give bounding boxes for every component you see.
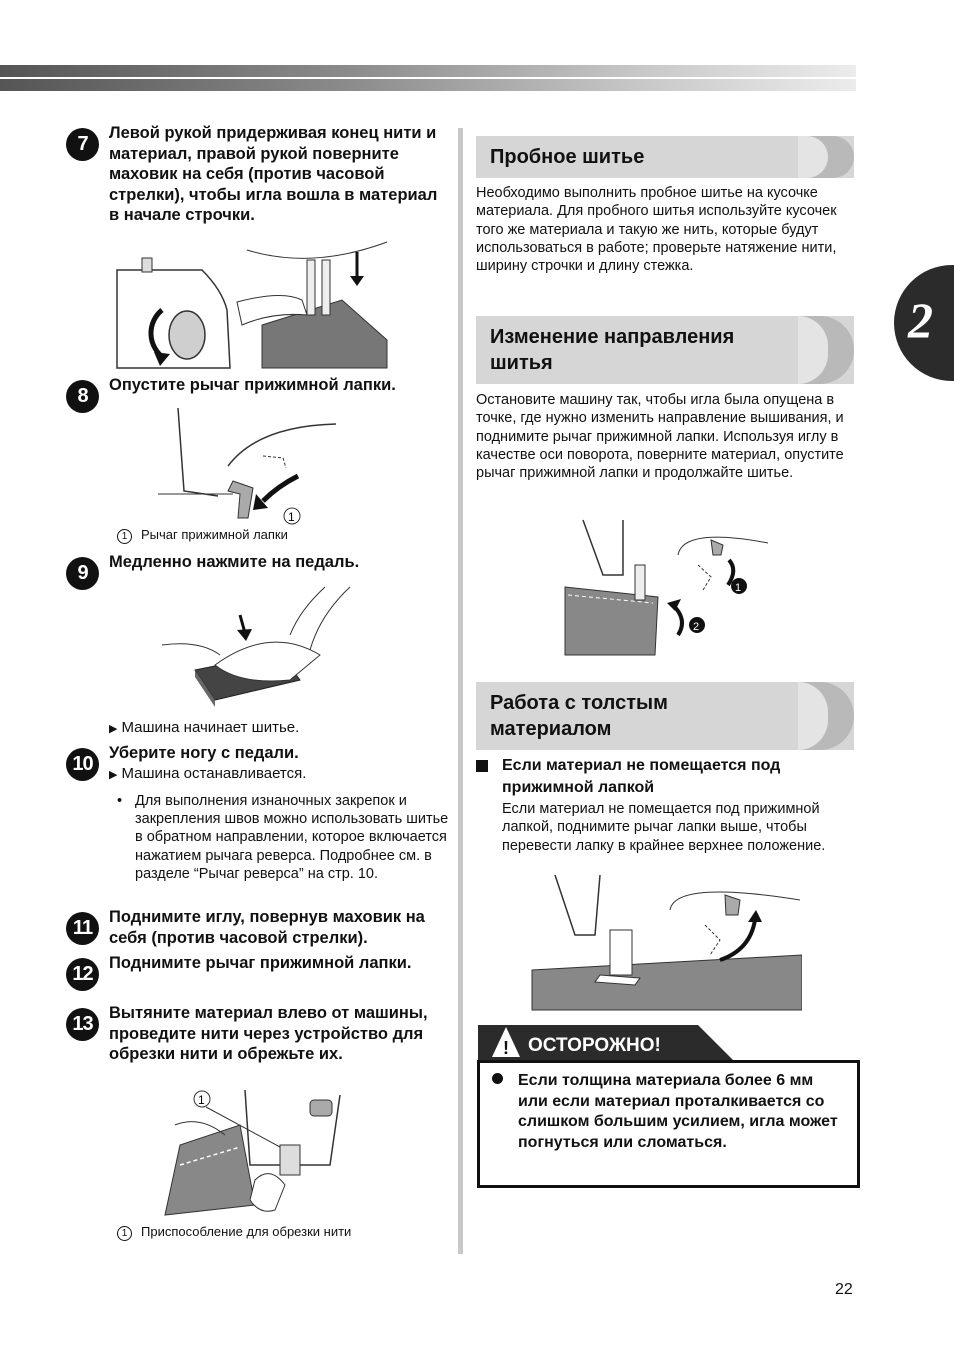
marker-2: 2 bbox=[693, 621, 700, 633]
section-body: Необходимо выполнить пробное шитье на кусочке материала. Для пробного шитья используйте кусочек того же материала и такую же нить, которые будут использоваться в работе; проверьте натяжение нити, ширину строчки и длину стежка. bbox=[476, 185, 837, 275]
step-text: Опустите рычаг прижимной лапки. bbox=[109, 376, 396, 394]
section-body: Остановите машину так, чтобы игла была опущена в точке, где нужно изменить направление вышивания, и поднимите рычаг прижимной лапки. Используя иглу в качестве оси поворота, поверните материал, опустите рычаг прижимной лапки и продолжайте шитье. bbox=[476, 392, 844, 482]
chapter-number: 2 bbox=[908, 292, 933, 348]
svg-text:1: 1 bbox=[288, 510, 295, 524]
section-heading-test-sewing bbox=[476, 136, 854, 178]
note-text: Для выполнения изнаночных закрепок и закрепления швов можно использовать шитье в обратном направлении, которое включается нажатием рычага реверса. Подробнее см. в разделе “Рычаг реверса” на стр. 10. bbox=[135, 793, 449, 882]
top-decorative-bar bbox=[0, 65, 856, 91]
step-text: Вытяните материал влево от машины, проведите нити через устройство для обрезки нити и обрежьте их. bbox=[109, 1004, 428, 1063]
step-number: 8 bbox=[66, 380, 99, 413]
step-text: Уберите ногу с педали. bbox=[109, 744, 299, 762]
marker-1: 1 bbox=[735, 582, 742, 594]
note-bullet: • bbox=[117, 793, 123, 809]
section-title: Изменение направления шитья bbox=[490, 326, 735, 374]
step-text: Поднимите иглу, повернув маховик на себя (против часовой стрелки). bbox=[109, 908, 425, 947]
caption-thread-cutter bbox=[117, 1224, 351, 1241]
caption-presser-lever bbox=[117, 527, 288, 544]
caption-marker: 1 bbox=[117, 1226, 132, 1241]
step-10-result: ▶ Машина останавливается. bbox=[109, 764, 306, 785]
handwheel-illustration bbox=[112, 240, 392, 370]
step-number: 9 bbox=[66, 557, 99, 590]
step-number: 12 bbox=[66, 958, 99, 991]
raise-lever-illustration bbox=[530, 870, 802, 1012]
warning-tab bbox=[478, 1025, 734, 1061]
step-text: Левой рукой придерживая конец нити и материал, правой рукой поверните маховик на себя (против часовой стрелки), чтобы игла вошла в материал в начале строчки. bbox=[109, 124, 438, 224]
section-body: Если материал не помещается под прижимной лапкой, поднимите рычаг лапки выше, чтобы перевести лапку в крайнее верхнее положение. bbox=[502, 801, 826, 854]
caption-text: Рычаг прижимной лапки bbox=[141, 527, 288, 542]
section-heading-thick-material bbox=[476, 682, 854, 750]
subheading-text: Если материал не помещается под прижимной лапкой bbox=[502, 757, 781, 796]
section-heading-change-direction bbox=[476, 316, 854, 384]
warning-text: Если толщина материала более 6 мм или если материал проталкивается со слишком большим усилием, игла может погнуться или сломаться. bbox=[518, 1072, 838, 1151]
page-number: 22 bbox=[835, 1281, 853, 1298]
section-title: Пробное шитье bbox=[490, 146, 645, 168]
chapter-tab bbox=[894, 265, 954, 381]
warning-label: ОСТОРОЖНО! bbox=[528, 1035, 661, 1056]
thread-cutter-illustration bbox=[160, 1085, 350, 1220]
step-text: Поднимите рычаг прижимной лапки. bbox=[109, 954, 412, 972]
caption-text: Приспособление для обрезки нити bbox=[141, 1224, 352, 1239]
presser-lever-illustration bbox=[158, 406, 338, 526]
step-number: 11 bbox=[66, 912, 99, 945]
step-9-result: ▶ Машина начинает шитье. bbox=[109, 718, 299, 739]
warning-icon: ! bbox=[503, 1038, 509, 1058]
step-number: 13 bbox=[66, 1008, 99, 1041]
column-divider bbox=[458, 128, 463, 1254]
step-number: 7 bbox=[66, 128, 99, 161]
svg-text:1: 1 bbox=[198, 1093, 205, 1107]
pivot-illustration bbox=[563, 515, 773, 657]
caption-marker: 1 bbox=[117, 529, 132, 544]
section-title: Работа с толстым материалом bbox=[490, 692, 668, 740]
foot-pedal-illustration bbox=[160, 585, 360, 710]
step-number: 10 bbox=[66, 748, 99, 781]
warning-box bbox=[477, 1060, 860, 1188]
step-text: Медленно нажмите на педаль. bbox=[109, 553, 360, 571]
